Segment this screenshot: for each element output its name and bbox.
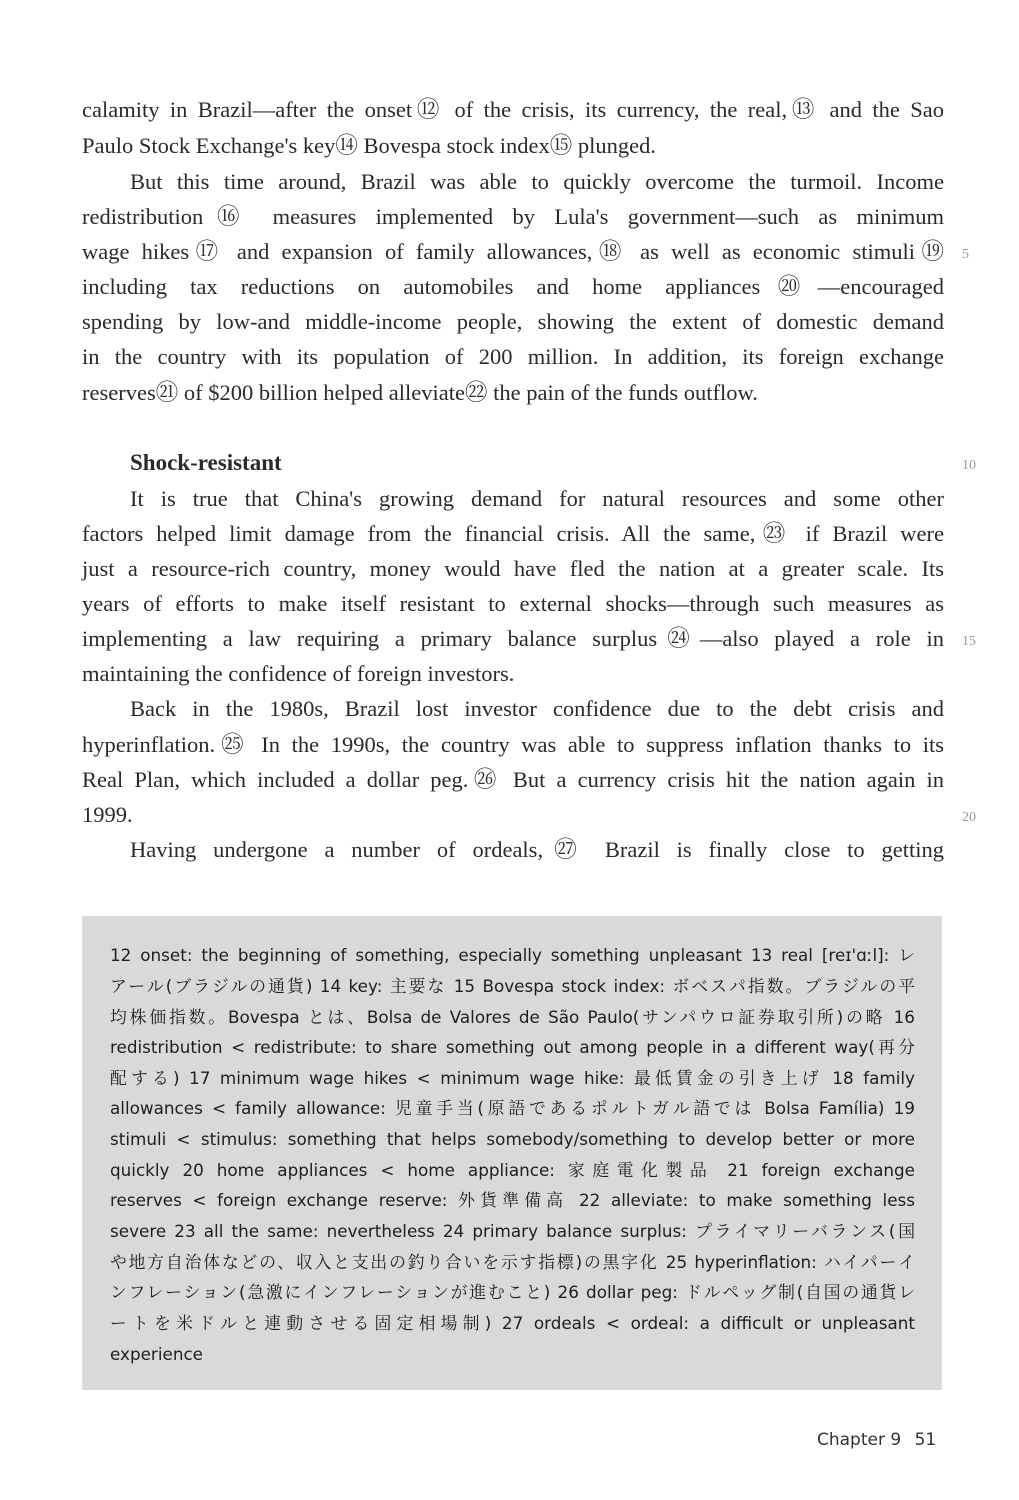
line-number: 5 <box>962 247 969 262</box>
body-line: implementing a law requiring a primary balance surplus㉔—also played a role in <box>82 626 944 651</box>
body-line: Real Plan, which included a dollar peg.㉖ But a currency crisis hit the nation again in <box>82 767 944 792</box>
page-footer <box>817 1427 936 1453</box>
page-number: 51 <box>914 1430 937 1450</box>
line-number: 10 <box>962 458 976 473</box>
body-line: Back in the 1980s, Brazil lost investor confidence due to the debt crisis and <box>130 696 944 721</box>
glossary-line: ートを米ドルと連動させる固定相場制) 27 ordeals < ordeal: a difficult or unpleasant <box>110 1313 915 1333</box>
glossary-line: アール(ブラジルの通貨) 14 key: 主要な 15 Bovespa stock index: ボベスパ指数。ブラジルの平 <box>110 976 915 996</box>
glossary-line: quickly 20 home appliances < home appliance: 家庭電化製品 21 foreign exchange <box>110 1160 915 1180</box>
body-line: just a resource-rich country, money would have fled the nation at a greater scale. Its <box>82 556 944 581</box>
body-line: spending by low-and middle-income people, showing the extent of domestic demand <box>82 309 944 334</box>
body-line: 1999. <box>82 802 133 827</box>
glossary-line: stimuli < stimulus: something that helps somebody/something to develop better or more <box>110 1129 915 1149</box>
glossary-line: severe 23 all the same: nevertheless 24 primary balance surplus: プライマリーバランス(国 <box>110 1221 915 1241</box>
glossary-line: や地方自治体などの、収入と支出の釣り合いを示す指標)の黒字化 25 hyperinflation: ハイパーイ <box>110 1252 915 1272</box>
body-line: including tax reductions on automobiles and home appliances⑳—encouraged <box>82 274 944 299</box>
chapter-label: Chapter 9 <box>817 1430 902 1450</box>
body-line: maintaining the confidence of foreign investors. <box>82 661 515 686</box>
body-line: calamity in Brazil—after the onset⑫ of the crisis, its currency, the real,⑬ and the Sao <box>82 97 944 122</box>
body-line: Paulo Stock Exchange's key⑭ Bovespa stock index⑮ plunged. <box>82 133 656 158</box>
glossary-line: 12 onset: the beginning of something, especially something unpleasant 13 real [reɪ'ɑːl]: レ <box>110 945 915 965</box>
glossary-line: allowances < family allowance: 児童手当(原語であるポルトガル語では Bolsa Família) 19 <box>110 1098 915 1118</box>
body-line: Having undergone a number of ordeals,㉗ Brazil is finally close to getting <box>130 837 944 862</box>
glossary-line: 均株価指数。Bovespa とは、Bolsa de Valores de São Paulo(サンパウロ証券取引所)の略 16 <box>110 1007 915 1027</box>
body-line: It is true that China's growing demand for natural resources and some other <box>130 486 944 511</box>
body-line: hyperinflation.㉕ In the 1990s, the country was able to suppress inflation thanks to its <box>82 732 944 757</box>
glossary-line: 配する) 17 minimum wage hikes < minimum wage hike: 最低賃金の引き上げ 18 family <box>110 1068 915 1088</box>
body-line: wage hikes⑰ and expansion of family allowances,⑱ as well as economic stimuli⑲ <box>82 239 944 264</box>
body-line: reserves㉑ of $200 billion helped alleviate㉒ the pain of the funds outflow. <box>82 380 758 405</box>
section-heading: Shock-resistant <box>130 450 282 475</box>
body-line: factors helped limit damage from the financial crisis. All the same,㉓ if Brazil were <box>82 521 944 546</box>
line-number: 15 <box>962 634 976 649</box>
glossary-line: experience <box>110 1344 204 1364</box>
body-line: in the country with its population of 200 million. In addition, its foreign exchange <box>82 344 944 369</box>
glossary-line: reserves < foreign exchange reserve: 外貨準備高 22 alleviate: to make something less <box>110 1190 915 1210</box>
glossary-line: redistribution < redistribute: to share something out among people in a different way(再分 <box>110 1037 915 1057</box>
body-line: redistribution⑯ measures implemented by Lula's government—such as minimum <box>82 204 944 229</box>
body-line: But this time around, Brazil was able to quickly overcome the turmoil. Income <box>130 169 944 194</box>
body-line: years of efforts to make itself resistant to external shocks—through such measures as <box>82 591 944 616</box>
line-number: 20 <box>962 810 976 825</box>
glossary-line: ンフレーション(急激にインフレーションが進むこと) 26 dollar peg: ドルペッグ制(自国の通貨レ <box>110 1282 915 1302</box>
